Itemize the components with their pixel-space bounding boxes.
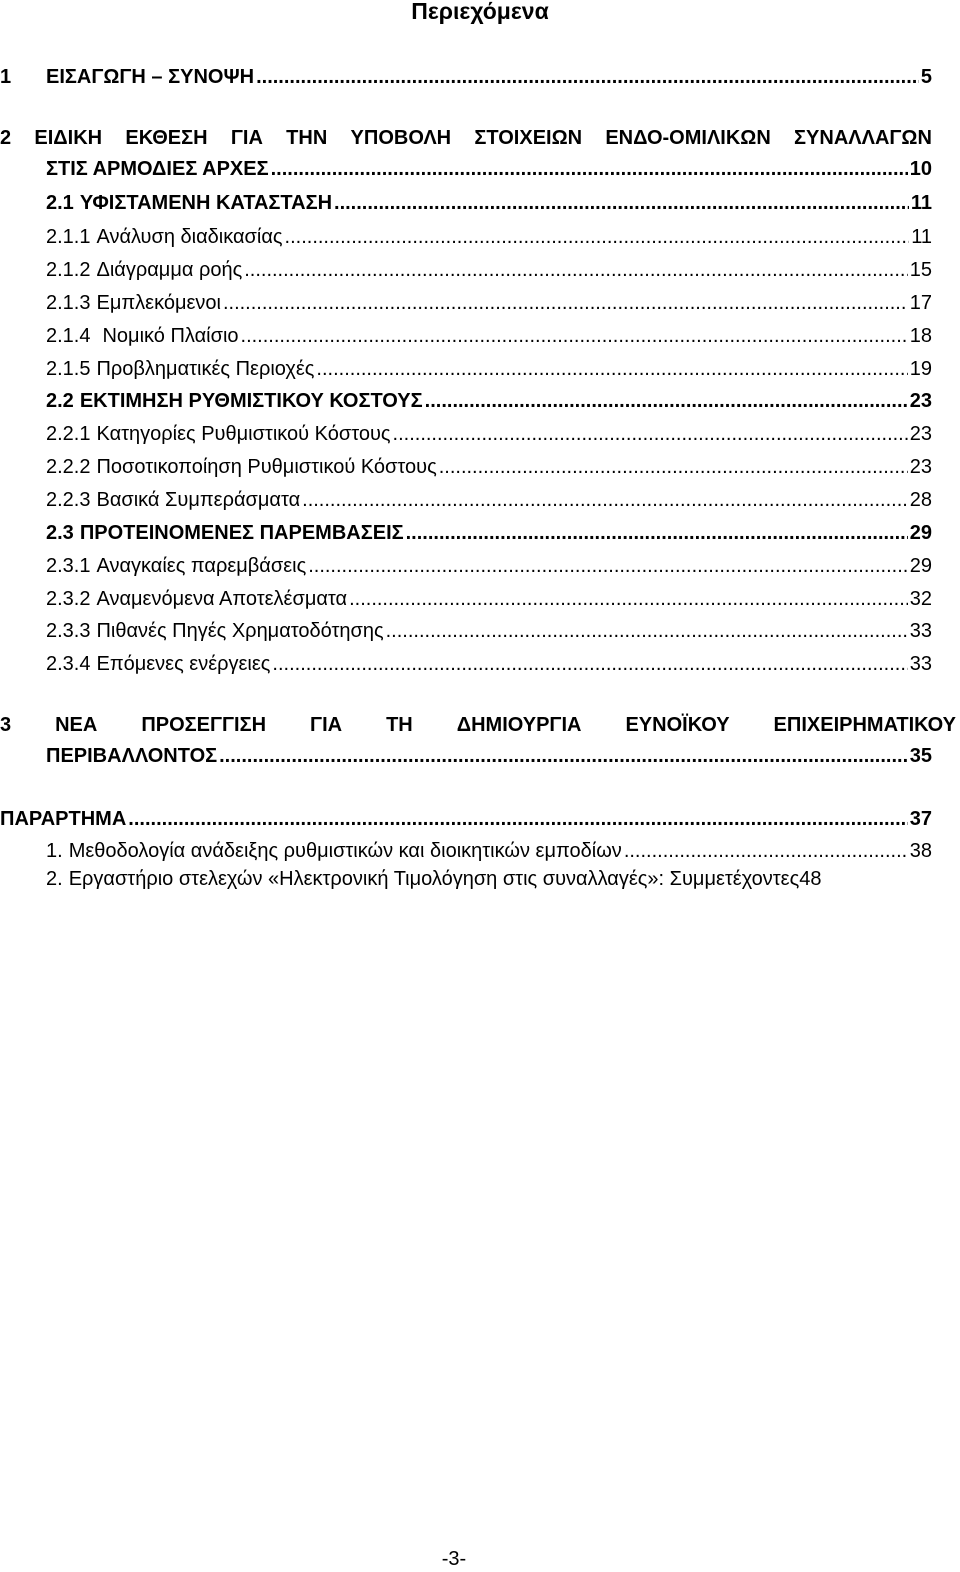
toc-text: Βασικά Συμπεράσματα: [96, 489, 301, 511]
toc-leader-dots: [271, 156, 908, 182]
toc-word: ΕΝΔΟ-ΟΜΙΛΙΚΩΝ: [605, 127, 771, 149]
toc-text-line2: ΣΤΙΣ ΑΡΜΟΔΙΕΣ ΑΡΧΕΣ: [46, 158, 269, 180]
toc-text: Εμπλεκόμενοι: [96, 292, 221, 314]
toc-text: Νομικό Πλαίσιο: [102, 325, 239, 347]
toc-page-number: 48: [799, 868, 822, 890]
toc-text-line1: [0, 125, 932, 151]
toc-page-number: 37: [909, 808, 932, 830]
toc-number: 2.1.2: [46, 259, 91, 281]
toc-text: Αναμενόμενα Αποτελέσματα: [96, 588, 348, 610]
toc-leader-dots: [219, 743, 908, 769]
toc-page-number: 28: [909, 489, 932, 511]
toc-text: Επόμενες ενέργειες: [96, 653, 271, 675]
toc-leader-dots: [241, 323, 908, 349]
toc-leader-dots: [386, 618, 908, 644]
toc-number: 2.1.4: [46, 325, 91, 347]
toc-number: 2.2.2: [46, 456, 91, 478]
toc-leader-dots: [439, 454, 908, 480]
toc-text-line1: [0, 712, 956, 738]
toc-leader-dots: [223, 290, 908, 316]
toc-number: 2.: [46, 868, 63, 890]
toc-leader-dots: [302, 487, 908, 513]
toc-number: 2.3.1: [46, 555, 91, 577]
toc-number: 2.3: [46, 522, 74, 544]
toc-text: Διάγραμμα ροής: [96, 259, 243, 281]
toc-text: Ποσοτικοποίηση Ρυθμιστικού Κόστους: [96, 456, 437, 478]
toc-leader-dots: [624, 838, 908, 864]
page-title: Περιεχόμενα: [411, 0, 549, 24]
toc-number: 2.1.1: [46, 226, 91, 248]
toc-word: ΣΤΟΙΧΕΙΩΝ: [474, 127, 583, 149]
toc-text: ΠΡΟΤΕΙΝΟΜΕΝΕΣ ΠΑΡΕΜΒΑΣΕΙΣ: [79, 522, 404, 544]
toc-number: 2.1: [46, 192, 74, 214]
toc-page-number: 23: [909, 423, 932, 445]
toc-word: ΔΗΜΙΟΥΡΓΙΑ: [456, 714, 582, 736]
toc-leader-dots: [272, 651, 907, 677]
toc-number: 2.2.3: [46, 489, 91, 511]
toc-page-number: 29: [909, 522, 932, 544]
toc-number: 2.3.2: [46, 588, 91, 610]
toc-page-number: 38: [909, 840, 932, 862]
toc-number: 1.: [46, 840, 63, 862]
toc-text: ΕΙΣΑΓΩΓΗ – ΣΥΝΟΨΗ: [46, 66, 255, 88]
page-number-footer: -3-: [441, 1548, 467, 1570]
toc-page-number: 11: [910, 192, 932, 214]
toc-page-number: 19: [909, 358, 932, 380]
toc-word: ΠΡΟΣΕΓΓΙΣΗ: [141, 714, 267, 736]
toc-page-number: 35: [909, 745, 932, 767]
toc-number: 2.2: [46, 390, 74, 412]
toc-word: ΕΚΘΕΣΗ: [125, 127, 208, 149]
toc-word: ΕΙΔΙΚΗ: [34, 127, 103, 149]
toc-text: Αναγκαίες παρεμβάσεις: [96, 555, 307, 577]
toc-leader-dots: [349, 586, 908, 612]
toc-number: 2.2.1: [46, 423, 91, 445]
toc-leader-dots: [406, 520, 908, 546]
toc-page-number: 17: [909, 292, 932, 314]
toc-number: 2.1.3: [46, 292, 91, 314]
toc-text: Κατηγορίες Ρυθμιστικού Κόστους: [96, 423, 391, 445]
toc-number: 2.3.4: [46, 653, 91, 675]
toc-text: Πιθανές Πηγές Χρηματοδότησης: [96, 620, 384, 642]
toc-text: Μεθοδολογία ανάδειξης ρυθμιστικών και διοικητικών εμποδίων: [68, 840, 622, 862]
toc-leader-dots: [334, 190, 909, 216]
toc-word: ΤΗ: [386, 714, 413, 736]
toc-page-number: 15: [909, 259, 932, 281]
toc-text: ΥΦΙΣΤΑΜΕΝΗ ΚΑΤΑΣΤΑΣΗ: [79, 192, 333, 214]
toc-text: ΠΑΡΑΡΤΗΜΑ: [0, 808, 127, 830]
toc-page-number: 10: [909, 158, 932, 180]
toc-word: ΓΙΑ: [230, 127, 263, 149]
toc-number: 2.3.3: [46, 620, 91, 642]
toc-page-number: 18: [909, 325, 932, 347]
toc-page-number: 29: [909, 555, 932, 577]
toc-leader-dots: [316, 356, 907, 382]
toc-leader-dots: [256, 64, 919, 90]
toc-page-number: 23: [909, 456, 932, 478]
toc-word: ΕΠΙΧΕΙΡΗΜΑΤΙΚΟΥ: [773, 714, 956, 736]
toc-word: ΤΗΝ: [286, 127, 328, 149]
toc-page-number: 33: [909, 620, 932, 642]
toc-leader-dots: [244, 257, 908, 283]
toc-word: ΓΙΑ: [310, 714, 343, 736]
toc-page-number: 23: [909, 390, 932, 412]
toc-number: 2: [0, 127, 12, 149]
toc-text-line2: ΠΕΡΙΒΑΛΛΟΝΤΟΣ: [46, 745, 218, 767]
toc-leader-dots: [308, 553, 908, 579]
toc-leader-dots: [128, 806, 907, 832]
toc-number: 2.1.5: [46, 358, 91, 380]
toc-text: Προβληματικές Περιοχές: [96, 358, 315, 380]
toc-leader-dots: [393, 421, 908, 447]
toc-word: ΝΕΑ: [55, 714, 98, 736]
toc-word: ΣΥΝΑΛΛΑΓΩΝ: [794, 127, 932, 149]
toc-number: 1: [0, 66, 12, 88]
toc-page-number: 11: [911, 226, 932, 248]
toc-leader-dots: [425, 388, 908, 414]
toc-text: ΕΚΤΙΜΗΣΗ ΡΥΘΜΙΣΤΙΚΟΥ ΚΟΣΤΟΥΣ: [79, 390, 423, 412]
toc-text: Ανάλυση διαδικασίας: [96, 226, 283, 248]
toc-text: Εργαστήριο στελεχών «Ηλεκτρονική Τιμολόγηση στις συναλλαγές»: Συμμετέχοντες: [68, 868, 800, 890]
toc-leader-dots: [285, 224, 910, 250]
toc-page-number: 32: [909, 588, 932, 610]
toc-page-number: 5: [920, 66, 932, 88]
toc-number: 3: [0, 714, 12, 736]
toc-page-number: 33: [909, 653, 932, 675]
toc-word: ΕΥΝΟΪΚΟΥ: [625, 714, 730, 736]
toc-word: ΥΠΟΒΟΛΗ: [350, 127, 452, 149]
